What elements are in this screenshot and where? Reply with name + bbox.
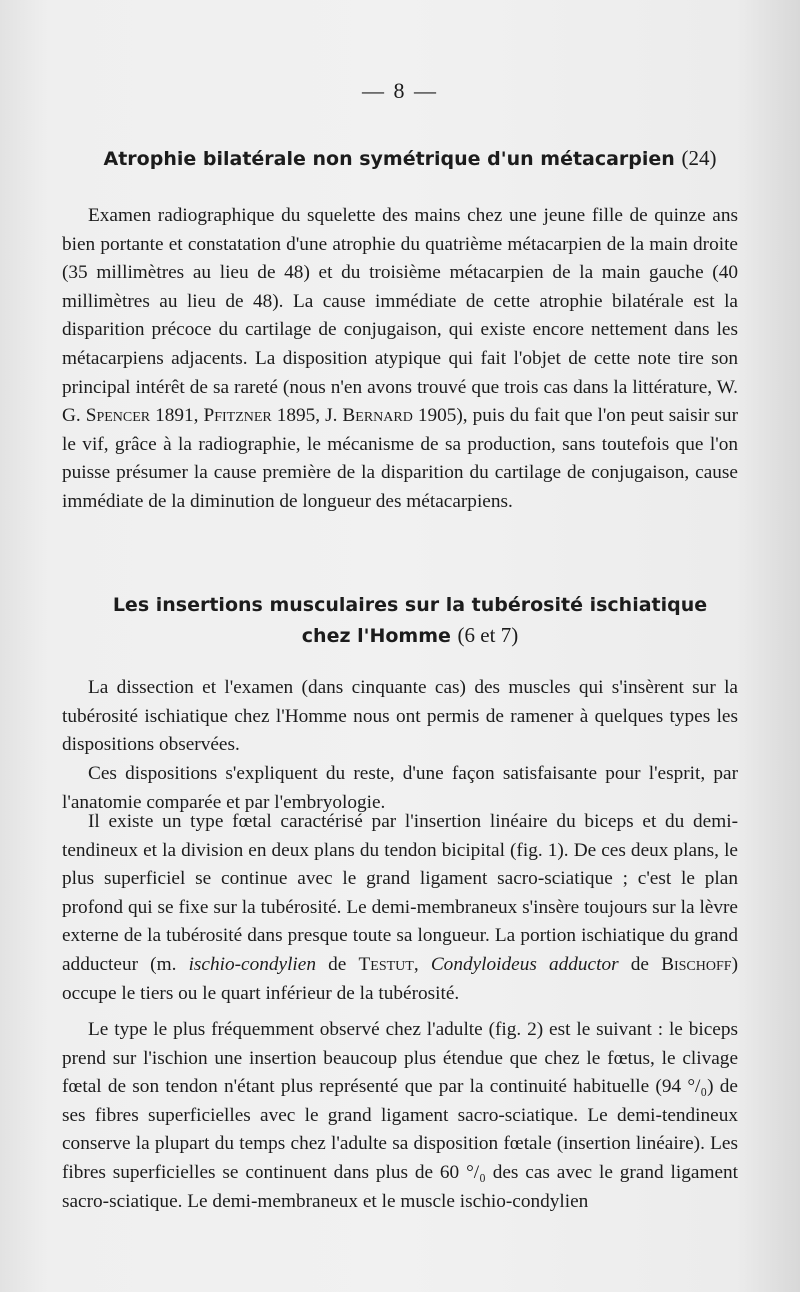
text-run: de [618, 953, 662, 975]
section-title-atrophie [60, 143, 760, 174]
italic-term: ischio-condylien [188, 953, 316, 975]
author-name: Spencer [85, 405, 151, 427]
section-title-insertions [60, 590, 760, 651]
text-run: 1891, [150, 405, 204, 427]
author-name: Bernard [342, 405, 413, 427]
section-title-line1: Les insertions musculaires sur la tubérosité ischiatique [112, 594, 708, 616]
paragraph [62, 1016, 738, 1216]
text-run: ) occupe le tiers ou le quart inférieur de la tubérosité. [62, 953, 738, 1004]
text-run: 1905), puis du fait que l'on peut saisir sur le vif, grâce à la radiographie, le mécanisme de sa production, sans toutefois que l'on puisse présumer la cause première de la disparition du cartilage de conjugaison, cause immédiate de la diminution de longueur des métacarpiens. [62, 405, 738, 512]
section-title-line2: chez l'Homme [301, 625, 451, 647]
italic-term: Condyloideus adductor [430, 953, 619, 975]
paragraph [62, 674, 738, 760]
text-run: Ces dispositions s'expliquent du reste, d'une façon satisfaisante pour l'esprit, par l'anatomie comparée et par l'embryologie. [62, 763, 738, 813]
page-number: — 8 — [362, 78, 438, 103]
text-run: , [413, 953, 431, 975]
section-reference: (6 et 7) [457, 623, 519, 647]
paragraph [62, 808, 738, 1008]
text-run: Examen radiographique du squelette des mains chez une jeune fille de quinze ans bien portante et constatation d'une atrophie du quatrième métacarpien de la main droite (35 millimètres au lieu de 48) et du troisième métacarpien de la main gauche (40 millimètres au lieu de 48). La cause immédiate de cette atrophie bilatérale est la disparition précoce du cartilage de conjugaison, qui existe encore nettement dans les métacarpiens adjacents. La disposition atypique qui fait l'objet de cette note tire son principal intérêt de sa rareté (nous n'en avons trouvé que trois cas dans la littérature, W. G. [62, 205, 738, 427]
section-reference: (24) [681, 146, 717, 170]
text-run: Il existe un type fœtal caractérisé par l'insertion linéaire du biceps et du demi-tendineux et la division en deux plans du tendon bicipital (fig. 1). De ces deux plans, le plus superficiel se continue avec le grand ligament sacro-sciatique ; c'est le plan profond qui se fixe sur la tubérosité. Le demi-membraneux s'insère toujours sur la lèvre externe de la tubérosité dans presque toute sa longueur. La portion ischiatique du grand adducteur (m. [62, 811, 738, 975]
author-name: Bischoff [661, 953, 732, 975]
text-run: Le type le plus fréquemment observé chez l'adulte (fig. 2) est le suivant : le biceps prend sur l'ischion une insertion beaucoup plus étendue que chez le fœtus, le clivage fœtal de son tendon n'étant plus représenté que par la continuité habituelle (94 °/₀) de ses fibres superficielles avec le grand ligament sacro-sciatique. Le demi-tendineux conserve la plupart du temps chez l'adulte sa disposition fœtale (insertion linéaire). Les fibres superficielles se continuent dans plus de 60 °/₀ des cas avec le grand ligament sacro-sciatique. Le demi-membraneux et le muscle ischio-condylien [62, 1019, 738, 1212]
author-name: Pfitzner [203, 405, 272, 427]
text-run: de [316, 953, 359, 975]
text-run: 1895, J. [271, 405, 343, 427]
text-run: La dissection et l'examen (dans cinquante cas) des muscles qui s'insèrent sur la tubérosité ischiatique chez l'Homme nous ont permis de ramener à quelques types les dispositions observées. [62, 677, 738, 756]
author-name: Testut [358, 953, 414, 975]
section-title-text: Atrophie bilatérale non symétrique d'un métacarpien [103, 148, 675, 170]
paragraph [62, 202, 738, 517]
